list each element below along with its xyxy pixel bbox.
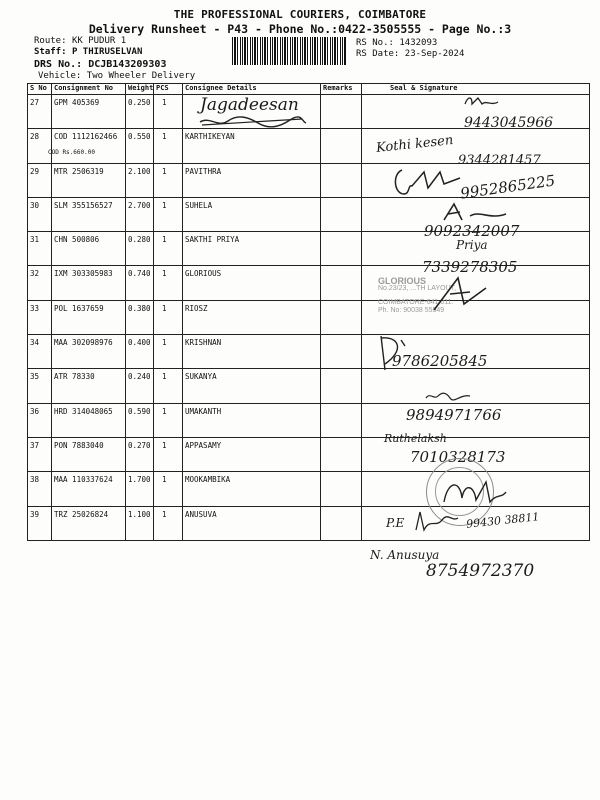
route-field xyxy=(34,36,126,46)
cell-weight-text: 1.100 xyxy=(128,509,151,519)
cell-pcs xyxy=(154,163,183,197)
cell-consignment xyxy=(52,335,126,369)
handwritten-phone-28: 9344281457 xyxy=(458,153,541,168)
cell-weight xyxy=(126,437,154,471)
cell-pcs xyxy=(154,472,183,506)
cell-sno-text: 39 xyxy=(30,509,40,519)
cod-amount: COD Rs.660.00 xyxy=(48,149,95,157)
cell-sno xyxy=(28,437,52,471)
staff-label: Staff: xyxy=(34,47,67,57)
cell-consignee-text: GLORIOUS xyxy=(185,269,222,279)
cell-pcs xyxy=(154,300,183,334)
stamp-line-4: Ph. No: 90038 55549 xyxy=(378,307,445,314)
cell-sno xyxy=(28,129,52,163)
cell-consignee xyxy=(183,232,321,266)
stamp-line-1: GLORIOUS xyxy=(378,276,427,286)
handwritten-signature-36: Ruthelaksh xyxy=(384,432,447,445)
handwritten-phone-34: 9786205845 xyxy=(392,352,488,370)
rs-date-value: 23-Sep-2024 xyxy=(404,49,465,59)
table-row xyxy=(28,369,590,403)
col-signature: Seal & Signature xyxy=(362,84,590,95)
signature-30 xyxy=(440,200,510,224)
cell-consignment-text: TRZ 25026824 xyxy=(54,509,109,519)
handwritten-phone-29: 9952865225 xyxy=(459,171,557,203)
rs-date-field xyxy=(356,49,464,59)
cell-sno-text: 27 xyxy=(30,98,40,107)
cell-consignee-text: KARTHIKEYAN xyxy=(185,132,235,142)
staff-field xyxy=(34,47,142,57)
cell-sno xyxy=(28,300,52,334)
handwritten-signature-38: P.E xyxy=(386,516,405,530)
handwritten-consignee-27: Jagadeesan xyxy=(200,95,299,115)
cell-consignment-text: COD 1112162466 xyxy=(54,132,118,142)
cell-consignee-text: ANUSUVA xyxy=(185,509,217,519)
cell-pcs-text: 1 xyxy=(162,372,167,382)
cell-consignment-text: GPM 405369 xyxy=(54,98,100,107)
cell-consignment xyxy=(52,300,126,334)
handwritten-name-31: Priya xyxy=(456,238,488,252)
cell-remarks xyxy=(321,369,362,403)
cell-signature xyxy=(362,369,590,403)
cell-weight xyxy=(126,163,154,197)
cell-remarks xyxy=(321,266,362,300)
handwritten-phone-38: 99430 38811 xyxy=(465,510,540,531)
struck-name-scribble xyxy=(198,114,308,130)
cell-pcs xyxy=(154,95,183,129)
cell-consignment xyxy=(52,472,126,506)
cell-consignee xyxy=(183,437,321,471)
cell-remarks xyxy=(321,506,362,540)
cell-consignee xyxy=(183,197,321,231)
table-row xyxy=(28,300,590,334)
signature-35 xyxy=(424,390,474,402)
cell-sno xyxy=(28,197,52,231)
cell-weight xyxy=(126,506,154,540)
cell-sno-text: 28 xyxy=(30,132,40,142)
cell-pcs-text: 1 xyxy=(162,235,167,245)
cell-sno xyxy=(28,472,52,506)
cell-remarks xyxy=(321,129,362,163)
cell-pcs xyxy=(154,232,183,266)
cell-weight xyxy=(126,300,154,334)
cell-weight-text: 0.380 xyxy=(128,303,151,313)
handwritten-phone-39: 8754972370 xyxy=(426,561,535,581)
rs-no-value: 1432093 xyxy=(399,38,438,48)
cell-weight-text: 0.550 xyxy=(128,132,151,142)
runsheet-subtitle: Delivery Runsheet - P43 - Phone No.:0422-3505555 - Page No.:3 xyxy=(88,22,512,36)
cell-sno xyxy=(28,95,52,129)
cell-consignment xyxy=(52,369,126,403)
cell-weight-text: 0.250 xyxy=(128,98,151,107)
signature-27 xyxy=(462,94,502,110)
cell-pcs-text: 1 xyxy=(162,132,167,142)
route-value: KK PUDUR 1 xyxy=(71,36,127,46)
cell-remarks xyxy=(321,300,362,334)
cell-consignment-text: IXM 303305983 xyxy=(54,269,113,279)
cell-sno xyxy=(28,403,52,437)
cell-pcs xyxy=(154,266,183,300)
cell-consignee-text: APPASAMY xyxy=(185,440,222,450)
cell-pcs-text: 1 xyxy=(162,406,167,416)
cell-weight-text: 0.740 xyxy=(128,269,151,279)
cell-consignment xyxy=(52,403,126,437)
signature-29 xyxy=(390,164,470,200)
vehicle-field xyxy=(38,71,195,81)
cell-sno xyxy=(28,335,52,369)
rs-date-label: RS Date: xyxy=(356,49,400,59)
cell-pcs-text: 1 xyxy=(162,269,167,279)
cell-weight xyxy=(126,472,154,506)
cell-remarks xyxy=(321,335,362,369)
cell-consignment-text: MTR 2506319 xyxy=(54,166,104,176)
cell-weight xyxy=(126,95,154,129)
cell-sno-text: 30 xyxy=(30,200,40,210)
cell-pcs-text: 1 xyxy=(162,509,167,519)
company-title: THE PROFESSIONAL COURIERS, COIMBATORE xyxy=(173,8,427,21)
cell-consignment xyxy=(52,163,126,197)
cell-pcs xyxy=(154,335,183,369)
col-consignment: Consignment No xyxy=(52,84,126,95)
cell-consignment-text: PON 7883040 xyxy=(54,440,104,450)
cell-pcs-text: 1 xyxy=(162,98,167,107)
cell-sno-text: 31 xyxy=(30,235,40,245)
col-weight: Weight xyxy=(126,84,154,95)
handwritten-phone-27: 9443045966 xyxy=(464,115,554,131)
cell-sno xyxy=(28,266,52,300)
cell-weight-text: 0.270 xyxy=(128,440,151,450)
cell-remarks xyxy=(321,437,362,471)
route-label: Route: xyxy=(34,36,67,46)
cell-pcs xyxy=(154,403,183,437)
cell-weight-text: 1.700 xyxy=(128,475,151,485)
cell-consignee xyxy=(183,129,321,163)
cell-consignment-text: ATR 78330 xyxy=(54,372,95,382)
cell-pcs-text: 1 xyxy=(162,440,167,450)
cell-consignee xyxy=(183,369,321,403)
cell-weight xyxy=(126,369,154,403)
col-consignee: Consignee Details xyxy=(183,84,321,95)
cell-sno-text: 37 xyxy=(30,440,40,450)
cell-consignee xyxy=(183,266,321,300)
cell-pcs-text: 1 xyxy=(162,200,167,210)
cell-consignment xyxy=(52,266,126,300)
cell-remarks xyxy=(321,232,362,266)
cell-consignment xyxy=(52,197,126,231)
vehicle-value: Two Wheeler Delivery xyxy=(86,71,196,81)
col-sno: S No xyxy=(28,84,52,95)
staff-value: P THIRUSELVAN xyxy=(71,47,143,57)
cell-consignee-text: KRISHNAN xyxy=(185,338,222,348)
cell-pcs xyxy=(154,506,183,540)
cell-consignee-text: PAVITHRA xyxy=(185,166,222,176)
cell-sno-text: 33 xyxy=(30,303,40,313)
cell-consignee xyxy=(183,403,321,437)
cell-remarks xyxy=(321,403,362,437)
table-header-row xyxy=(28,84,590,95)
cell-weight-text: 0.590 xyxy=(128,406,151,416)
col-remarks: Remarks xyxy=(321,84,362,95)
signature-37 xyxy=(440,474,510,510)
cell-consignment xyxy=(48,129,126,163)
cell-sno xyxy=(28,506,52,540)
cell-consignment-text: MAA 110337624 xyxy=(54,475,113,485)
handwritten-phone-31: 7339278305 xyxy=(422,258,518,276)
handwritten-phone-30: 9092342007 xyxy=(424,222,520,240)
vehicle-label: Vehicle: xyxy=(38,71,82,81)
stamp-line-3: COIMBATORE-641 011. xyxy=(378,299,454,306)
cell-consignee xyxy=(183,163,321,197)
cell-consignment-text: HRD 314048065 xyxy=(54,406,113,416)
cell-sno-text: 38 xyxy=(30,475,40,485)
cell-remarks xyxy=(321,472,362,506)
cell-consignment-text: CHN 500806 xyxy=(54,235,100,245)
cell-weight-text: 0.240 xyxy=(128,372,151,382)
signature-38 xyxy=(412,508,462,534)
cell-consignment xyxy=(52,232,126,266)
cell-consignment xyxy=(52,95,126,129)
handwritten-phone-35: 9894971766 xyxy=(406,406,502,424)
cell-sno xyxy=(28,163,52,197)
table-row xyxy=(28,403,590,437)
handwritten-phone-36: 7010328173 xyxy=(410,448,506,466)
cell-weight xyxy=(126,129,154,163)
cell-weight-text: 2.700 xyxy=(128,200,151,210)
cell-weight xyxy=(126,197,154,231)
cell-sno-text: 32 xyxy=(30,269,40,279)
cell-consignee-text: SUHELA xyxy=(185,200,213,210)
cell-weight-text: 2.100 xyxy=(128,166,151,176)
handwritten-signature-39: N. Anusuya xyxy=(370,548,440,562)
cell-consignee xyxy=(183,472,321,506)
cell-consignee-text: MOOKAMBIKA xyxy=(185,475,231,485)
signature-32 xyxy=(430,274,490,314)
cell-sno-text: 29 xyxy=(30,166,40,176)
cell-weight-text: 0.400 xyxy=(128,338,151,348)
drs-field xyxy=(34,59,166,70)
cell-weight xyxy=(126,266,154,300)
runsheet-table xyxy=(27,83,590,541)
rs-no-label: RS No.: xyxy=(356,38,394,48)
cell-weight xyxy=(126,403,154,437)
cell-consignee-text: SUKANYA xyxy=(185,372,217,382)
cell-sno-text: 34 xyxy=(30,338,40,348)
cell-consignee xyxy=(183,335,321,369)
cell-pcs-text: 1 xyxy=(162,303,167,313)
cell-consignee-text: SAKTHI PRIYA xyxy=(185,235,240,245)
cell-consignment-text: POL 1637659 xyxy=(54,303,104,313)
col-pcs: PCS xyxy=(154,84,183,95)
cell-sno xyxy=(28,232,52,266)
cell-consignee-text: UMAKANTH xyxy=(185,406,222,416)
cell-pcs xyxy=(154,129,183,163)
cell-consignment-text: MAA 302098976 xyxy=(54,338,113,348)
drs-label: DRS No.: xyxy=(34,59,83,70)
cell-consignment xyxy=(52,437,126,471)
cell-pcs-text: 1 xyxy=(162,475,167,485)
drs-value: DCJB143209303 xyxy=(88,59,167,70)
cell-remarks xyxy=(321,163,362,197)
cell-sno xyxy=(28,369,52,403)
cell-consignee xyxy=(183,506,321,540)
cell-remarks xyxy=(321,197,362,231)
cell-sno-text: 35 xyxy=(30,372,40,382)
cell-pcs xyxy=(154,369,183,403)
handwritten-signature-28: Kothi kesen xyxy=(375,132,454,157)
stamp-line-2: No.23/23, ...TH LAYOUT, xyxy=(378,285,457,292)
cell-sno-text: 36 xyxy=(30,406,40,416)
table-row xyxy=(28,335,590,369)
cell-pcs-text: 1 xyxy=(162,166,167,176)
cell-remarks xyxy=(321,95,362,129)
cell-consignee-text: RIOSZ xyxy=(185,303,208,313)
cell-pcs xyxy=(154,197,183,231)
cell-weight xyxy=(126,232,154,266)
cell-consignment-text: SLM 355156527 xyxy=(54,200,113,210)
rs-no-field xyxy=(356,38,437,48)
cell-pcs-text: 1 xyxy=(162,338,167,348)
cell-weight-text: 0.280 xyxy=(128,235,151,245)
cell-consignee xyxy=(183,300,321,334)
barcode xyxy=(232,37,346,65)
cell-consignment xyxy=(52,506,126,540)
cell-pcs xyxy=(154,437,183,471)
cell-weight xyxy=(126,335,154,369)
